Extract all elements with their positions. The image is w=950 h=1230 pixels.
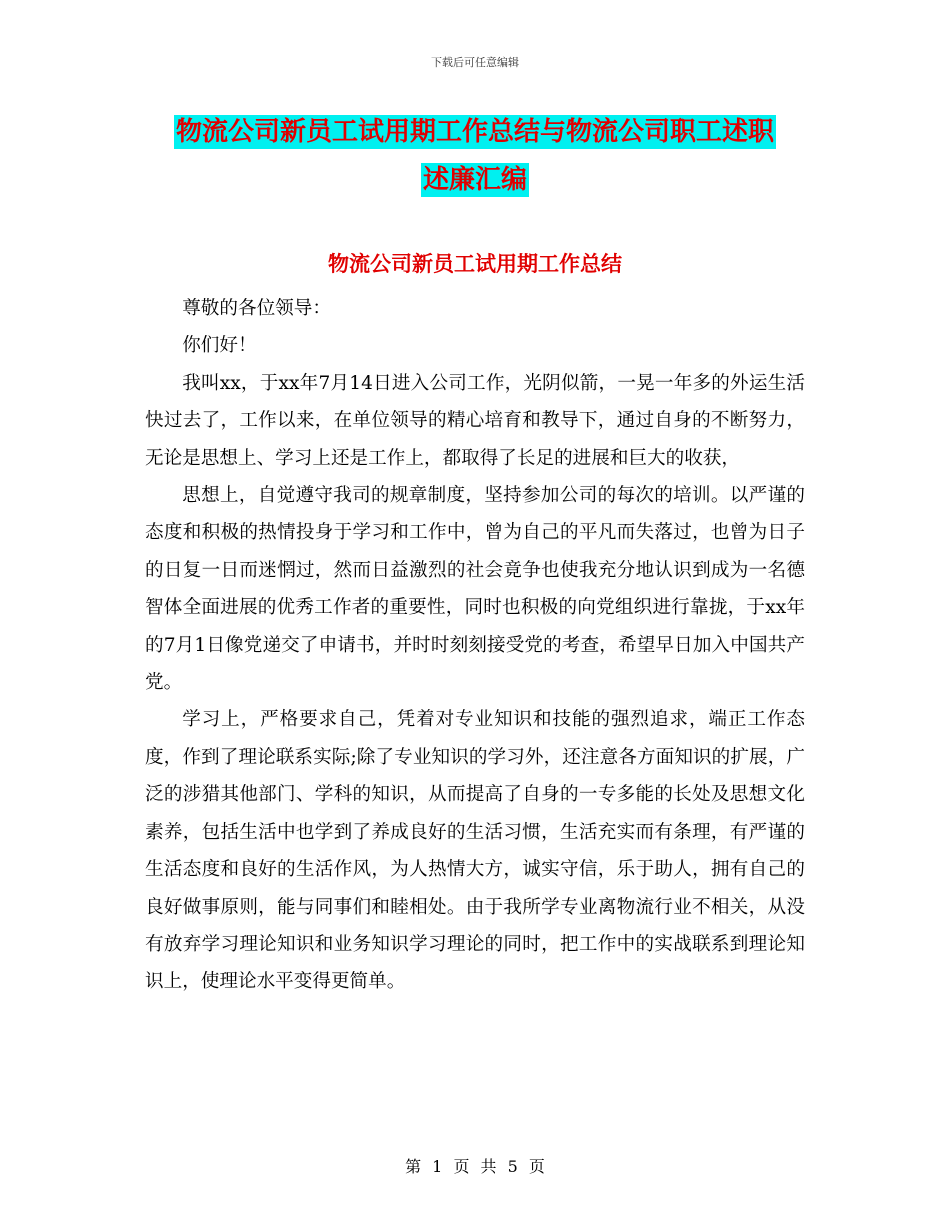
body-paragraph: 我叫xx，于xx年7月14日进入公司工作，光阴似箭，一晃一年多的外运生活快过去了，工作以来，在单位领导的精心培育和教导下，通过自身的不断努力，无论是思想上、学习上还是工作上，都取得了长足的进展和巨大的收获， [145, 372, 805, 469]
salutation: 尊敬的各位领导： [182, 298, 331, 319]
body-paragraph: 学习上，严格要求自己，凭着对专业知识和技能的强烈追求，端正工作态度，作到了理论联系实际;除了专业知识的学习外，还注意各方面知识的扩展，广泛的涉猎其他部门、学科的知识，从而提高了自身的一专多能的长处及思想文化素养，包括生活中也学到了养成良好的生活习惯，生活充实而有条理，有严谨的生活态度和良好的生活作风，为人热情大方，诚实守信，乐于助人，拥有自己的良好做事原则，能与同事们和睦相处。由于我所学专业离物流行业不相关，从没有放弃学习理论知识和业务知识学习理论的同时，把工作中的实战联系到理论知识上，使理论水平变得更简单。 [145, 709, 805, 993]
page-header-note: 下载后可任意编辑 [431, 56, 519, 69]
document-title-line-2: 述廉汇编 [422, 165, 527, 195]
greeting: 你们好！ [182, 335, 257, 357]
section-title: 物流公司新员工试用期工作总结 [328, 251, 622, 276]
body-paragraph: 思想上，自觉遵守我司的规章制度，坚持参加公司的每次的培训。以严谨的态度和积极的热情投身于学习和工作中，曾为自己的平凡而失落过，也曾为日子的日复一日而迷惘过，然而日益激烈的社会竟争也使我充分地认识到成为一名德智体全面进展的优秀工作者的重要性，同时也积极的向党组织进行靠拢，于xx年的7月1日像党递交了申请书，并时时刻刻接受党的考查，希望早日加入中国共产党。 [145, 485, 805, 694]
page-number-footer: 第 1 页 共 5 页 [405, 1157, 545, 1176]
document-title [140, 108, 810, 204]
document-title-line-1: 物流公司新员工试用期工作总结与物流公司职工述职 [175, 117, 774, 147]
document-body [145, 290, 805, 1001]
